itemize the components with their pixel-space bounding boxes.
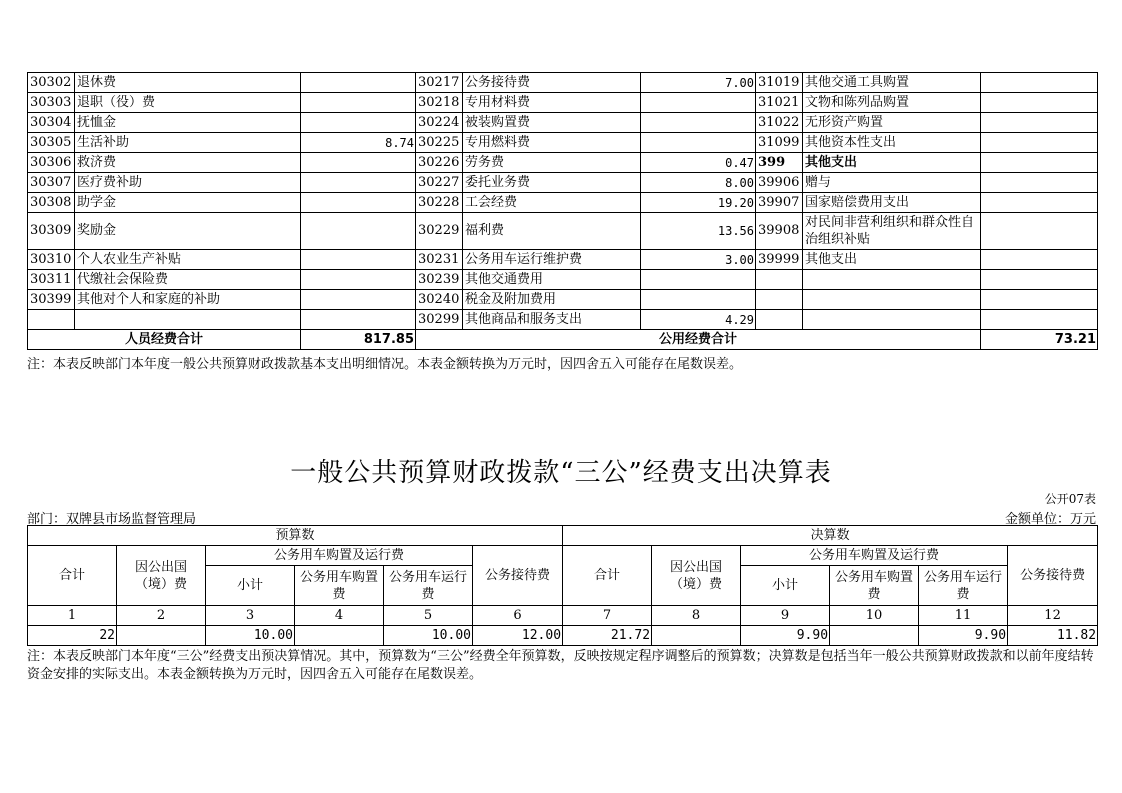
value-cell [830,626,919,646]
final-reception-header: 公务接待费 [1008,546,1098,606]
value-3 [981,73,1098,93]
code-1: 30307 [28,173,75,193]
name-2: 其他商品和服务支出 [463,310,641,330]
code-3: 399 [756,153,803,173]
column-number: 11 [919,606,1008,626]
value-3 [981,193,1098,213]
value-2: 13.56 [641,213,756,250]
value-cell: 12.00 [473,626,563,646]
code-1: 30311 [28,270,75,290]
name-3: 国家赔偿费用支出 [803,193,981,213]
table-row [28,93,1098,113]
value-2: 3.00 [641,250,756,270]
value-1 [301,113,416,133]
final-header: 决算数 [563,526,1098,546]
name-1: 助学金 [75,193,301,213]
value-1 [301,193,416,213]
value-2: 8.00 [641,173,756,193]
budget-total-header: 合计 [28,546,117,606]
name-3 [803,270,981,290]
name-3 [803,290,981,310]
name-2: 其他交通费用 [463,270,641,290]
code-2: 30228 [416,193,463,213]
value-1 [301,270,416,290]
budget-abroad-header: 因公出国（境）费 [117,546,206,606]
column-number: 7 [563,606,652,626]
name-3: 其他资本性支出 [803,133,981,153]
name-2: 专用燃料费 [463,133,641,153]
name-1: 退职（役）费 [75,93,301,113]
final-vehicle-purchase-header: 公务用车购置费 [830,566,919,606]
value-1 [301,250,416,270]
name-3: 其他交通工具购置 [803,73,981,93]
code-2: 30226 [416,153,463,173]
code-3 [756,310,803,330]
code-3: 31022 [756,113,803,133]
value-3 [981,153,1098,173]
code-3: 39999 [756,250,803,270]
table-row [28,113,1098,133]
name-2: 工会经费 [463,193,641,213]
column-number: 9 [741,606,830,626]
column-number: 3 [206,606,295,626]
code-2: 30299 [416,310,463,330]
budget-vehicle-group-header: 公务用车购置及运行费 [206,546,473,566]
final-abroad-header: 因公出国（境）费 [652,546,741,606]
column-number: 2 [117,606,206,626]
value-cell [652,626,741,646]
column-number: 4 [295,606,384,626]
name-1: 抚恤金 [75,113,301,133]
value-2: 7.00 [641,73,756,93]
code-3: 31019 [756,73,803,93]
table-code: 公开07表 [1044,492,1096,506]
table-row [28,153,1098,173]
name-3 [803,310,981,330]
department-label: 部门：双牌县市场监督管理局 [27,512,197,527]
name-1: 其他对个人和家庭的补助 [75,290,301,310]
name-2: 福利费 [463,213,641,250]
value-cell: 22 [28,626,117,646]
sangong-table [27,525,1098,646]
name-1: 奖励金 [75,213,301,250]
budget-header: 预算数 [28,526,563,546]
value-cell: 10.00 [206,626,295,646]
table-row [28,193,1098,213]
column-number: 1 [28,606,117,626]
table-row [28,73,1098,93]
name-1 [75,310,301,330]
public-total-label: 公用经费合计 [416,330,981,350]
code-1: 30308 [28,193,75,213]
table-row [28,310,1098,330]
value-1 [301,310,416,330]
name-1: 代缴社会保险费 [75,270,301,290]
value-2: 19.20 [641,193,756,213]
budget-reception-header: 公务接待费 [473,546,563,606]
code-2: 30225 [416,133,463,153]
value-cell [295,626,384,646]
final-vehicle-group-header: 公务用车购置及运行费 [741,546,1008,566]
name-1: 个人农业生产补贴 [75,250,301,270]
value-3 [981,290,1098,310]
column-number-row [28,606,1098,626]
code-3: 39906 [756,173,803,193]
code-3 [756,290,803,310]
name-3: 对民间非营利组织和群众性自治组织补贴 [803,213,981,250]
name-1: 医疗费补助 [75,173,301,193]
value-2 [641,290,756,310]
name-2: 委托业务费 [463,173,641,193]
table-row [28,290,1098,310]
code-2: 30231 [416,250,463,270]
code-3: 39907 [756,193,803,213]
value-1: 8.74 [301,133,416,153]
final-total-header: 合计 [563,546,652,606]
code-1: 30303 [28,93,75,113]
code-1: 30399 [28,290,75,310]
code-1: 30305 [28,133,75,153]
value-cell: 11.82 [1008,626,1098,646]
total-row [28,330,1098,350]
name-2: 公务用车运行维护费 [463,250,641,270]
code-2: 30218 [416,93,463,113]
code-3: 31021 [756,93,803,113]
table-row [28,250,1098,270]
code-3: 39908 [756,213,803,250]
name-2: 税金及附加费用 [463,290,641,310]
table-row [28,173,1098,193]
value-2: 4.29 [641,310,756,330]
unit-label: 金额单位：万元 [1004,512,1096,527]
budget-vehicle-run-header: 公务用车运行费 [384,566,473,606]
sangong-table-note: 注：本表反映部门本年度“三公”经费支出预决算情况。其中，预算数为“三公”经费全年预算数，反映按规定程序调整后的预算数；决算数是包括当年一般公共预算财政拨款和以前年度结转资金安排的实际支出。本表金额转换为万元时，因四舍五入可能存在尾数误差。 [27,649,1094,682]
code-2: 30240 [416,290,463,310]
value-2 [641,113,756,133]
code-2: 30224 [416,113,463,133]
column-number: 6 [473,606,563,626]
value-3 [981,310,1098,330]
code-1: 30304 [28,113,75,133]
code-2: 30229 [416,213,463,250]
table-row [28,133,1098,153]
code-1: 30302 [28,73,75,93]
personnel-total-value: 817.85 [301,330,416,350]
code-2: 30227 [416,173,463,193]
name-2: 专用材料费 [463,93,641,113]
value-cell: 10.00 [384,626,473,646]
name-2: 被装购置费 [463,113,641,133]
name-2: 公务接待费 [463,73,641,93]
code-1: 30306 [28,153,75,173]
value-cell [117,626,206,646]
value-cell: 9.90 [741,626,830,646]
basic-expenditure-table [27,72,1098,350]
column-number: 5 [384,606,473,626]
value-3 [981,133,1098,153]
final-vehicle-run-header: 公务用车运行费 [919,566,1008,606]
name-1: 生活补助 [75,133,301,153]
code-3: 31099 [756,133,803,153]
public-total-value: 73.21 [981,330,1098,350]
value-3 [981,270,1098,290]
value-2 [641,133,756,153]
name-3: 文物和陈列品购置 [803,93,981,113]
value-3 [981,93,1098,113]
value-2 [641,93,756,113]
column-number: 8 [652,606,741,626]
value-2: 0.47 [641,153,756,173]
code-2: 30217 [416,73,463,93]
values-row [28,626,1098,646]
value-3 [981,213,1098,250]
code-1: 30309 [28,213,75,250]
table-row [28,270,1098,290]
budget-subtotal-header: 小计 [206,566,295,606]
name-3: 赠与 [803,173,981,193]
personnel-total-label: 人员经费合计 [28,330,301,350]
value-3 [981,173,1098,193]
value-1 [301,93,416,113]
name-1: 救济费 [75,153,301,173]
value-1 [301,153,416,173]
column-number: 10 [830,606,919,626]
value-1 [301,213,416,250]
final-subtotal-header: 小计 [741,566,830,606]
value-cell: 9.90 [919,626,1008,646]
name-3: 其他支出 [803,250,981,270]
code-1 [28,310,75,330]
code-2: 30239 [416,270,463,290]
value-3 [981,113,1098,133]
basic-table-note: 注：本表反映部门本年度一般公共预算财政拨款基本支出明细情况。本表金额转换为万元时，因四舍五入可能存在尾数误差。 [27,357,743,372]
name-3: 无形资产购置 [803,113,981,133]
page-title: 一般公共预算财政拨款“三公”经费支出决算表 [290,458,832,488]
code-1: 30310 [28,250,75,270]
name-3: 其他支出 [803,153,981,173]
code-3 [756,270,803,290]
budget-vehicle-purchase-header: 公务用车购置费 [295,566,384,606]
value-2 [641,270,756,290]
value-1 [301,290,416,310]
table-row [28,213,1098,250]
value-3 [981,250,1098,270]
value-cell: 21.72 [563,626,652,646]
column-number: 12 [1008,606,1098,626]
value-1 [301,173,416,193]
value-1 [301,73,416,93]
name-1: 退休费 [75,73,301,93]
name-2: 劳务费 [463,153,641,173]
